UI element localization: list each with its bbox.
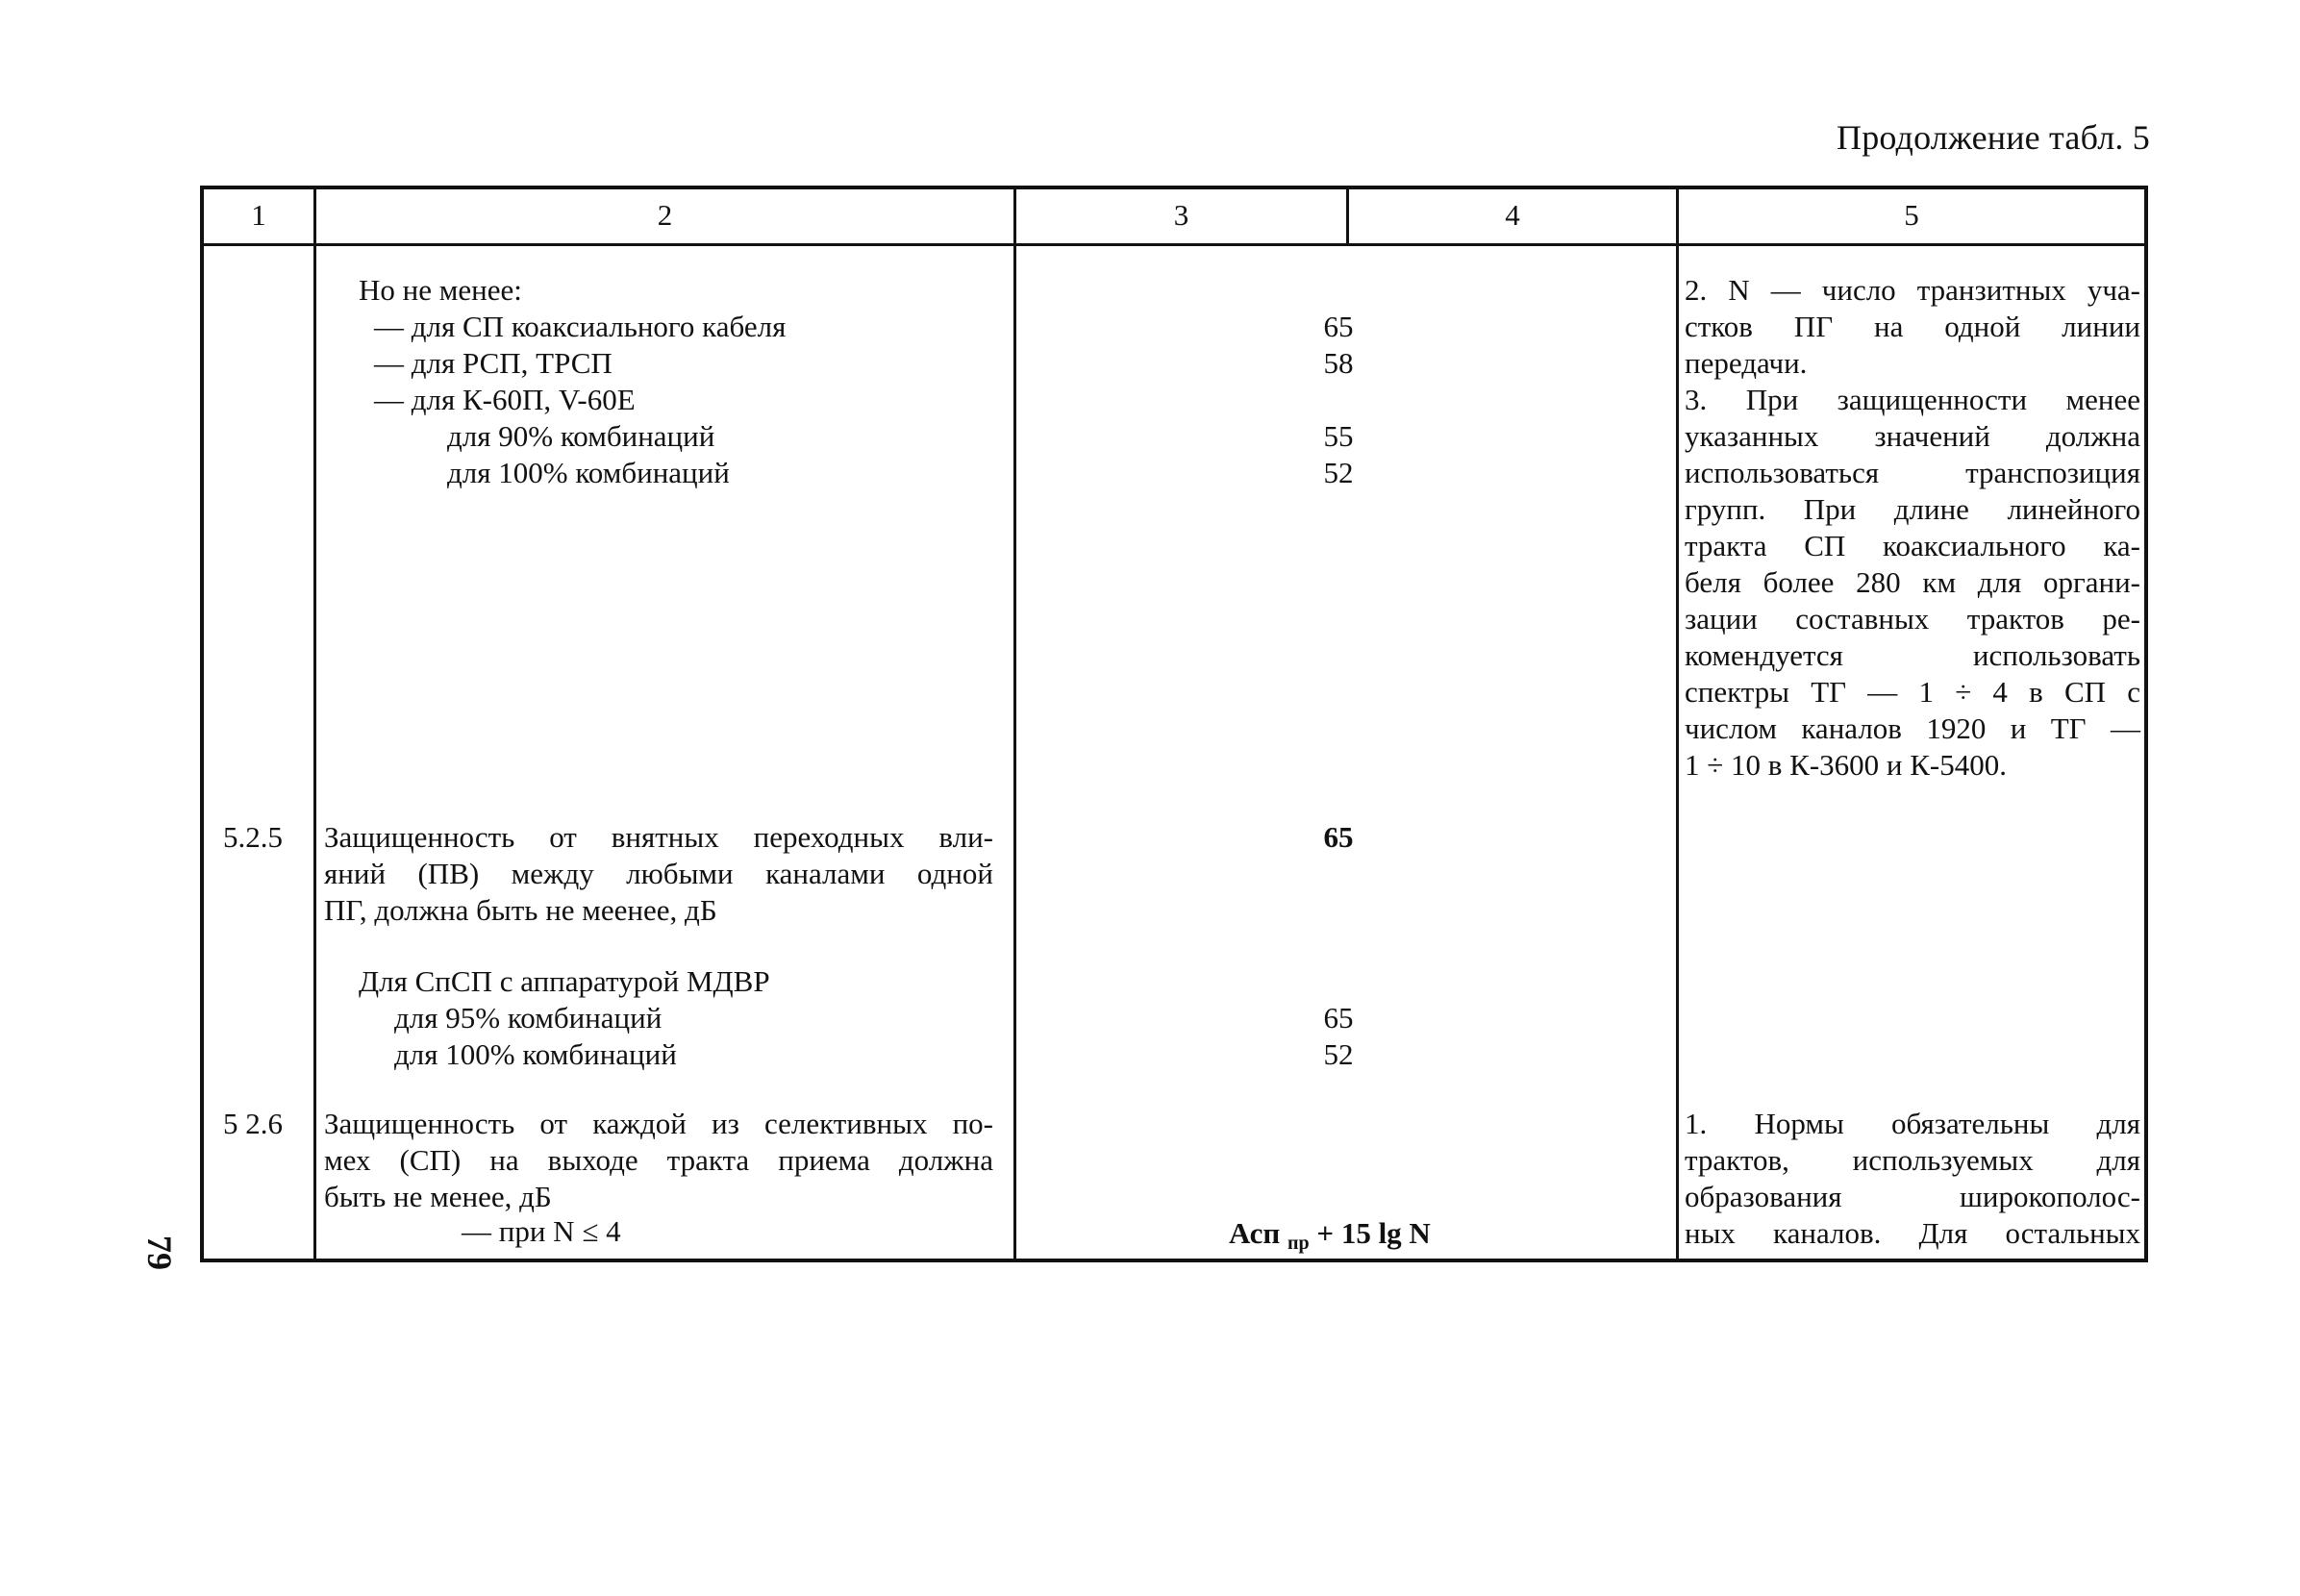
note-line: числом каналов 1920 и ТГ — (1685, 711, 2140, 745)
formula-tail: + 15 lg N (1316, 1216, 1431, 1250)
description-line: Защищенность от внятных переходных вли- (324, 820, 993, 854)
row-a-value-90: 55 (1323, 419, 1354, 453)
note-line: беля более 280 км для органи- (1685, 565, 2140, 599)
row-525-number: 5.2.5 (223, 820, 283, 854)
row-525-value-100: 52 (1323, 1037, 1354, 1071)
row-525-description (324, 819, 993, 929)
row-525-sub-95: для 95% комбинаций (394, 1001, 662, 1035)
description-line: яний (ПВ) между любыми каналами одной (324, 857, 993, 890)
row-525-sub-100: для 100% комбинаций (394, 1037, 677, 1071)
note-line: тракта СП коаксиального ка- (1685, 529, 2140, 562)
column-divider-2 (1013, 186, 1016, 1262)
row-a-value-rsp: 58 (1323, 346, 1354, 380)
description-line: быть не менее, дБ (324, 1180, 552, 1213)
row-525-sub-heading: Для СпСП с аппаратурой МДВР (359, 964, 770, 998)
column-divider-1 (313, 186, 316, 1262)
note-line: групп. При длине линейного (1685, 492, 2140, 526)
row-526-number: 5 2.6 (223, 1107, 283, 1140)
row-a-value-coax: 65 (1323, 310, 1354, 343)
header-col-4: 4 (1505, 198, 1520, 232)
note-line: передачи. (1685, 346, 1808, 380)
row-526-condition: — при N ≤ 4 (462, 1214, 621, 1248)
row-a-notes (1685, 272, 2140, 784)
header-rule (200, 243, 2148, 246)
table-caption: Продолжение табл. 5 (1837, 118, 2150, 157)
note-line: использоваться транспозиция (1685, 456, 2140, 489)
row-a-value-100: 52 (1323, 456, 1354, 489)
note-line: 3. При защищенности менее (1685, 383, 2140, 416)
row-a-intro: Но не менее: (359, 273, 522, 307)
row-a-sub-90: для 90% комбинаций (447, 419, 715, 453)
note-line: 1 ÷ 10 в К-3600 и К-5400. (1685, 748, 2007, 782)
formula-main: Асп (1229, 1216, 1281, 1250)
header-col-2: 2 (657, 198, 673, 232)
note-line: 1. Нормы обязательны для (1685, 1107, 2140, 1140)
row-a-item-rsp: — для РСП, ТРСП (374, 346, 612, 380)
description-line: ПГ, должна быть не меенее, дБ (324, 893, 717, 927)
header-col-1: 1 (251, 198, 266, 232)
row-a-sub-100: для 100% комбинаций (447, 456, 730, 489)
note-line: спектры ТГ — 1 ÷ 4 в СП с (1685, 675, 2140, 709)
note-line: указанных значений должна (1685, 419, 2140, 453)
note-line: зации составных трактов ре- (1685, 602, 2140, 636)
row-a-item-coax: — для СП коаксиального кабеля (374, 310, 787, 343)
header-col-3: 3 (1173, 198, 1189, 232)
note-line: стков ПГ на одной линии (1685, 310, 2140, 343)
row-526-description (324, 1106, 993, 1215)
header-col-5: 5 (1904, 198, 1919, 232)
note-line: ных каналов. Для остальных (1685, 1216, 2140, 1250)
row-526-formula (1229, 1215, 1431, 1261)
description-line: Защищенность от каждой из селективных по- (324, 1107, 993, 1140)
note-line: комендуется использовать (1685, 638, 2140, 672)
row-525-value: 65 (1323, 820, 1354, 854)
page-number: 79 (140, 1235, 179, 1270)
row-526-notes (1685, 1106, 2140, 1252)
note-line: 2. N — число транзитных уча- (1685, 273, 2140, 307)
note-line: трактов, используемых для (1685, 1143, 2140, 1177)
row-525-value-95: 65 (1323, 1001, 1354, 1035)
formula-subscript: пр (1288, 1233, 1310, 1254)
note-line: образования широкополос- (1685, 1180, 2140, 1213)
column-divider-4 (1676, 186, 1679, 1262)
description-line: мех (СП) на выходе тракта приема должна (324, 1143, 993, 1177)
row-a-item-k60: — для К-60П, V-60Е (374, 383, 636, 416)
